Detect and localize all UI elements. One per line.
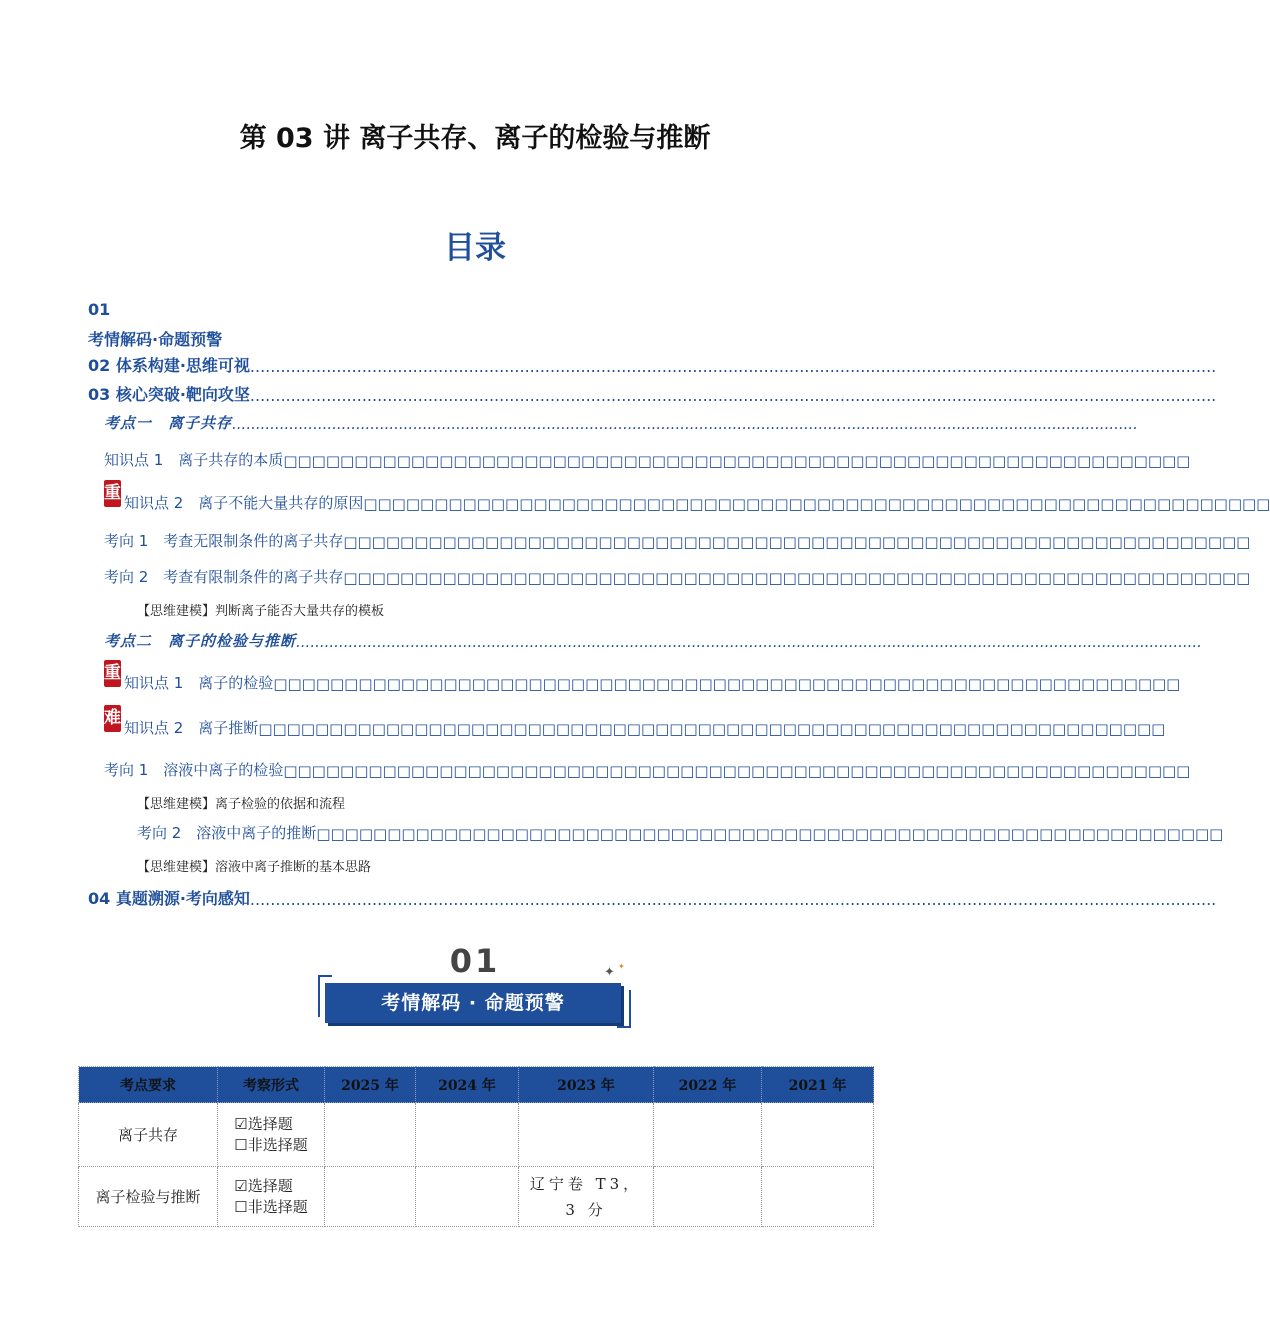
document-title: 第 03 讲 离子共存、离子的检验与推断 xyxy=(239,123,711,154)
year-cell xyxy=(416,1167,519,1227)
table-row xyxy=(79,1167,874,1227)
topic-cell: 离子检验与推断 xyxy=(79,1167,218,1227)
toc-kaodian-1[interactable]: 考点一 离子共存 .............................................................................................................................................................................................. xyxy=(104,414,1138,433)
form-cell xyxy=(218,1167,325,1227)
toc-k2-siwei-note-1[interactable]: 【思维建模】离子检验的依据和流程 xyxy=(137,797,346,812)
toc-section-01-number[interactable]: 01 xyxy=(88,300,111,319)
toc-k1-zhishidian-2[interactable]: 重 知识点 2 离子不能大量共存的原因 □□□□□□□□□□□□□□□□□□□□□□□□□□□□□□□□□□□□□□□□□□□□□□□□□□□□□□□□□□□□□□□□ xyxy=(104,486,864,513)
table-row xyxy=(79,1103,874,1167)
checkbox-unchecked[interactable]: ☐非选择题 xyxy=(234,1135,308,1154)
year-cell xyxy=(654,1167,762,1227)
toc-k1-siwei-note[interactable]: 【思维建模】判断离子能否大量共存的模板 xyxy=(137,604,385,619)
leader-boxes: □□□□□□□□□□□□□□□□□□□□□□□□□□□□□□□□□□□□□□□□□□□□□□□□□□□□□□□□□□□□□□□□ xyxy=(283,762,1191,780)
sparkle-icon: ✦ xyxy=(604,965,615,980)
year-cell xyxy=(762,1103,874,1167)
section-number: 01 xyxy=(449,942,501,980)
table-header-row xyxy=(79,1067,874,1103)
leader-boxes: □□□□□□□□□□□□□□□□□□□□□□□□□□□□□□□□□□□□□□□□□□□□□□□□□□□□□□□□□□□□□□□□ xyxy=(273,675,1181,693)
table-header: 2023 年 xyxy=(519,1067,654,1103)
table-header: 2025 年 xyxy=(325,1067,416,1103)
table-header: 2021 年 xyxy=(762,1067,874,1103)
year-cell xyxy=(416,1103,519,1167)
year-cell xyxy=(325,1103,416,1167)
year-cell xyxy=(762,1167,874,1227)
toc-k1-zhishidian-1[interactable]: 知识点 1 离子共存的本质 □□□□□□□□□□□□□□□□□□□□□□□□□□□□□□□□□□□□□□□□□□□□□□□□□□□□□□□□□□□□□□□□ xyxy=(104,451,1191,470)
leader-boxes: □□□□□□□□□□□□□□□□□□□□□□□□□□□□□□□□□□□□□□□□□□□□□□□□□□□□□□□□□□□□□□□□ xyxy=(258,720,1166,738)
leader-boxes: □□□□□□□□□□□□□□□□□□□□□□□□□□□□□□□□□□□□□□□□□□□□□□□□□□□□□□□□□□□□□□□□ xyxy=(343,569,1251,587)
toc-k2-siwei-note-2[interactable]: 【思维建模】溶液中离子推断的基本思路 xyxy=(137,860,372,875)
form-cell xyxy=(218,1103,325,1167)
toc-k1-kaoxiang-1[interactable]: 考向 1 考查无限制条件的离子共存 □□□□□□□□□□□□□□□□□□□□□□□□□□□□□□□□□□□□□□□□□□□□□□□□□□□□□□□□□□□□□□□□ xyxy=(104,532,1251,551)
table-header: 2022 年 xyxy=(654,1067,762,1103)
leader-dots: .............................................................................................................................................................................................. xyxy=(249,386,1217,405)
key-badge-icon: 重 xyxy=(104,480,121,507)
table-header: 2024 年 xyxy=(416,1067,519,1103)
toc-section-01[interactable]: 考情解码·命题预警 xyxy=(88,330,223,349)
difficult-badge-icon: 难 xyxy=(104,705,121,732)
toc-k1-kaoxiang-2[interactable]: 考向 2 考查有限制条件的离子共存 □□□□□□□□□□□□□□□□□□□□□□□□□□□□□□□□□□□□□□□□□□□□□□□□□□□□□□□□□□□□□□□□ xyxy=(104,568,1251,587)
leader-boxes: □□□□□□□□□□□□□□□□□□□□□□□□□□□□□□□□□□□□□□□□□□□□□□□□□□□□□□□□□□□□□□□□ xyxy=(363,495,1270,513)
section-banner: 考情解码 · 命题预警 xyxy=(325,983,621,1023)
sparkle-small-icon: ✦ xyxy=(618,962,625,971)
year-cell: 辽宁卷 T3，3 分 xyxy=(519,1167,654,1227)
toc-section-03[interactable]: 03 核心突破·靶向攻坚 .............................................................................................................................................................................................. xyxy=(88,385,1217,405)
toc-k2-kaoxiang-2[interactable]: 考向 2 溶液中离子的推断 □□□□□□□□□□□□□□□□□□□□□□□□□□□□□□□□□□□□□□□□□□□□□□□□□□□□□□□□□□□□□□□□ xyxy=(137,824,1224,843)
toc-k2-kaoxiang-1[interactable]: 考向 1 溶液中离子的检验 □□□□□□□□□□□□□□□□□□□□□□□□□□□□□□□□□□□□□□□□□□□□□□□□□□□□□□□□□□□□□□□□ xyxy=(104,761,1191,780)
key-badge-icon: 重 xyxy=(104,660,121,687)
checkbox-unchecked[interactable]: ☐非选择题 xyxy=(234,1197,308,1216)
table-header: 考察形式 xyxy=(218,1067,325,1103)
toc-heading: 目录 xyxy=(444,230,506,266)
toc-k2-zhishidian-1[interactable]: 重 知识点 1 离子的检验 □□□□□□□□□□□□□□□□□□□□□□□□□□□□□□□□□□□□□□□□□□□□□□□□□□□□□□□□□□□□□□□□ xyxy=(104,666,864,693)
toc-section-02[interactable]: 02 体系构建·思维可视 .............................................................................................................................................................................................. xyxy=(88,356,1217,376)
exam-analysis-table xyxy=(78,1066,874,1227)
leader-dots: .............................................................................................................................................................................................. xyxy=(249,890,1217,909)
leader-dots: .............................................................................................................................................................................................. xyxy=(296,633,1202,651)
table-header: 考点要求 xyxy=(79,1067,218,1103)
year-cell xyxy=(519,1103,654,1167)
leader-dots: .............................................................................................................................................................................................. xyxy=(232,415,1138,433)
year-cell xyxy=(325,1167,416,1227)
year-cell xyxy=(654,1103,762,1167)
leader-boxes: □□□□□□□□□□□□□□□□□□□□□□□□□□□□□□□□□□□□□□□□□□□□□□□□□□□□□□□□□□□□□□□□ xyxy=(316,825,1224,843)
checkbox-checked[interactable]: ☑选择题 xyxy=(234,1114,293,1133)
leader-boxes: □□□□□□□□□□□□□□□□□□□□□□□□□□□□□□□□□□□□□□□□□□□□□□□□□□□□□□□□□□□□□□□□ xyxy=(343,533,1251,551)
toc-section-04[interactable]: 04 真题溯源·考向感知 .............................................................................................................................................................................................. xyxy=(88,889,1217,909)
leader-boxes: □□□□□□□□□□□□□□□□□□□□□□□□□□□□□□□□□□□□□□□□□□□□□□□□□□□□□□□□□□□□□□□□ xyxy=(283,452,1191,470)
toc-k2-zhishidian-2[interactable]: 难 知识点 2 离子推断 □□□□□□□□□□□□□□□□□□□□□□□□□□□□□□□□□□□□□□□□□□□□□□□□□□□□□□□□□□□□□□□□ xyxy=(104,711,864,738)
toc-kaodian-2[interactable]: 考点二 离子的检验与推断 .............................................................................................................................................................................................. xyxy=(104,632,1202,651)
checkbox-checked[interactable]: ☑选择题 xyxy=(234,1176,293,1195)
topic-cell: 离子共存 xyxy=(79,1103,218,1167)
leader-dots: .............................................................................................................................................................................................. xyxy=(249,357,1217,376)
